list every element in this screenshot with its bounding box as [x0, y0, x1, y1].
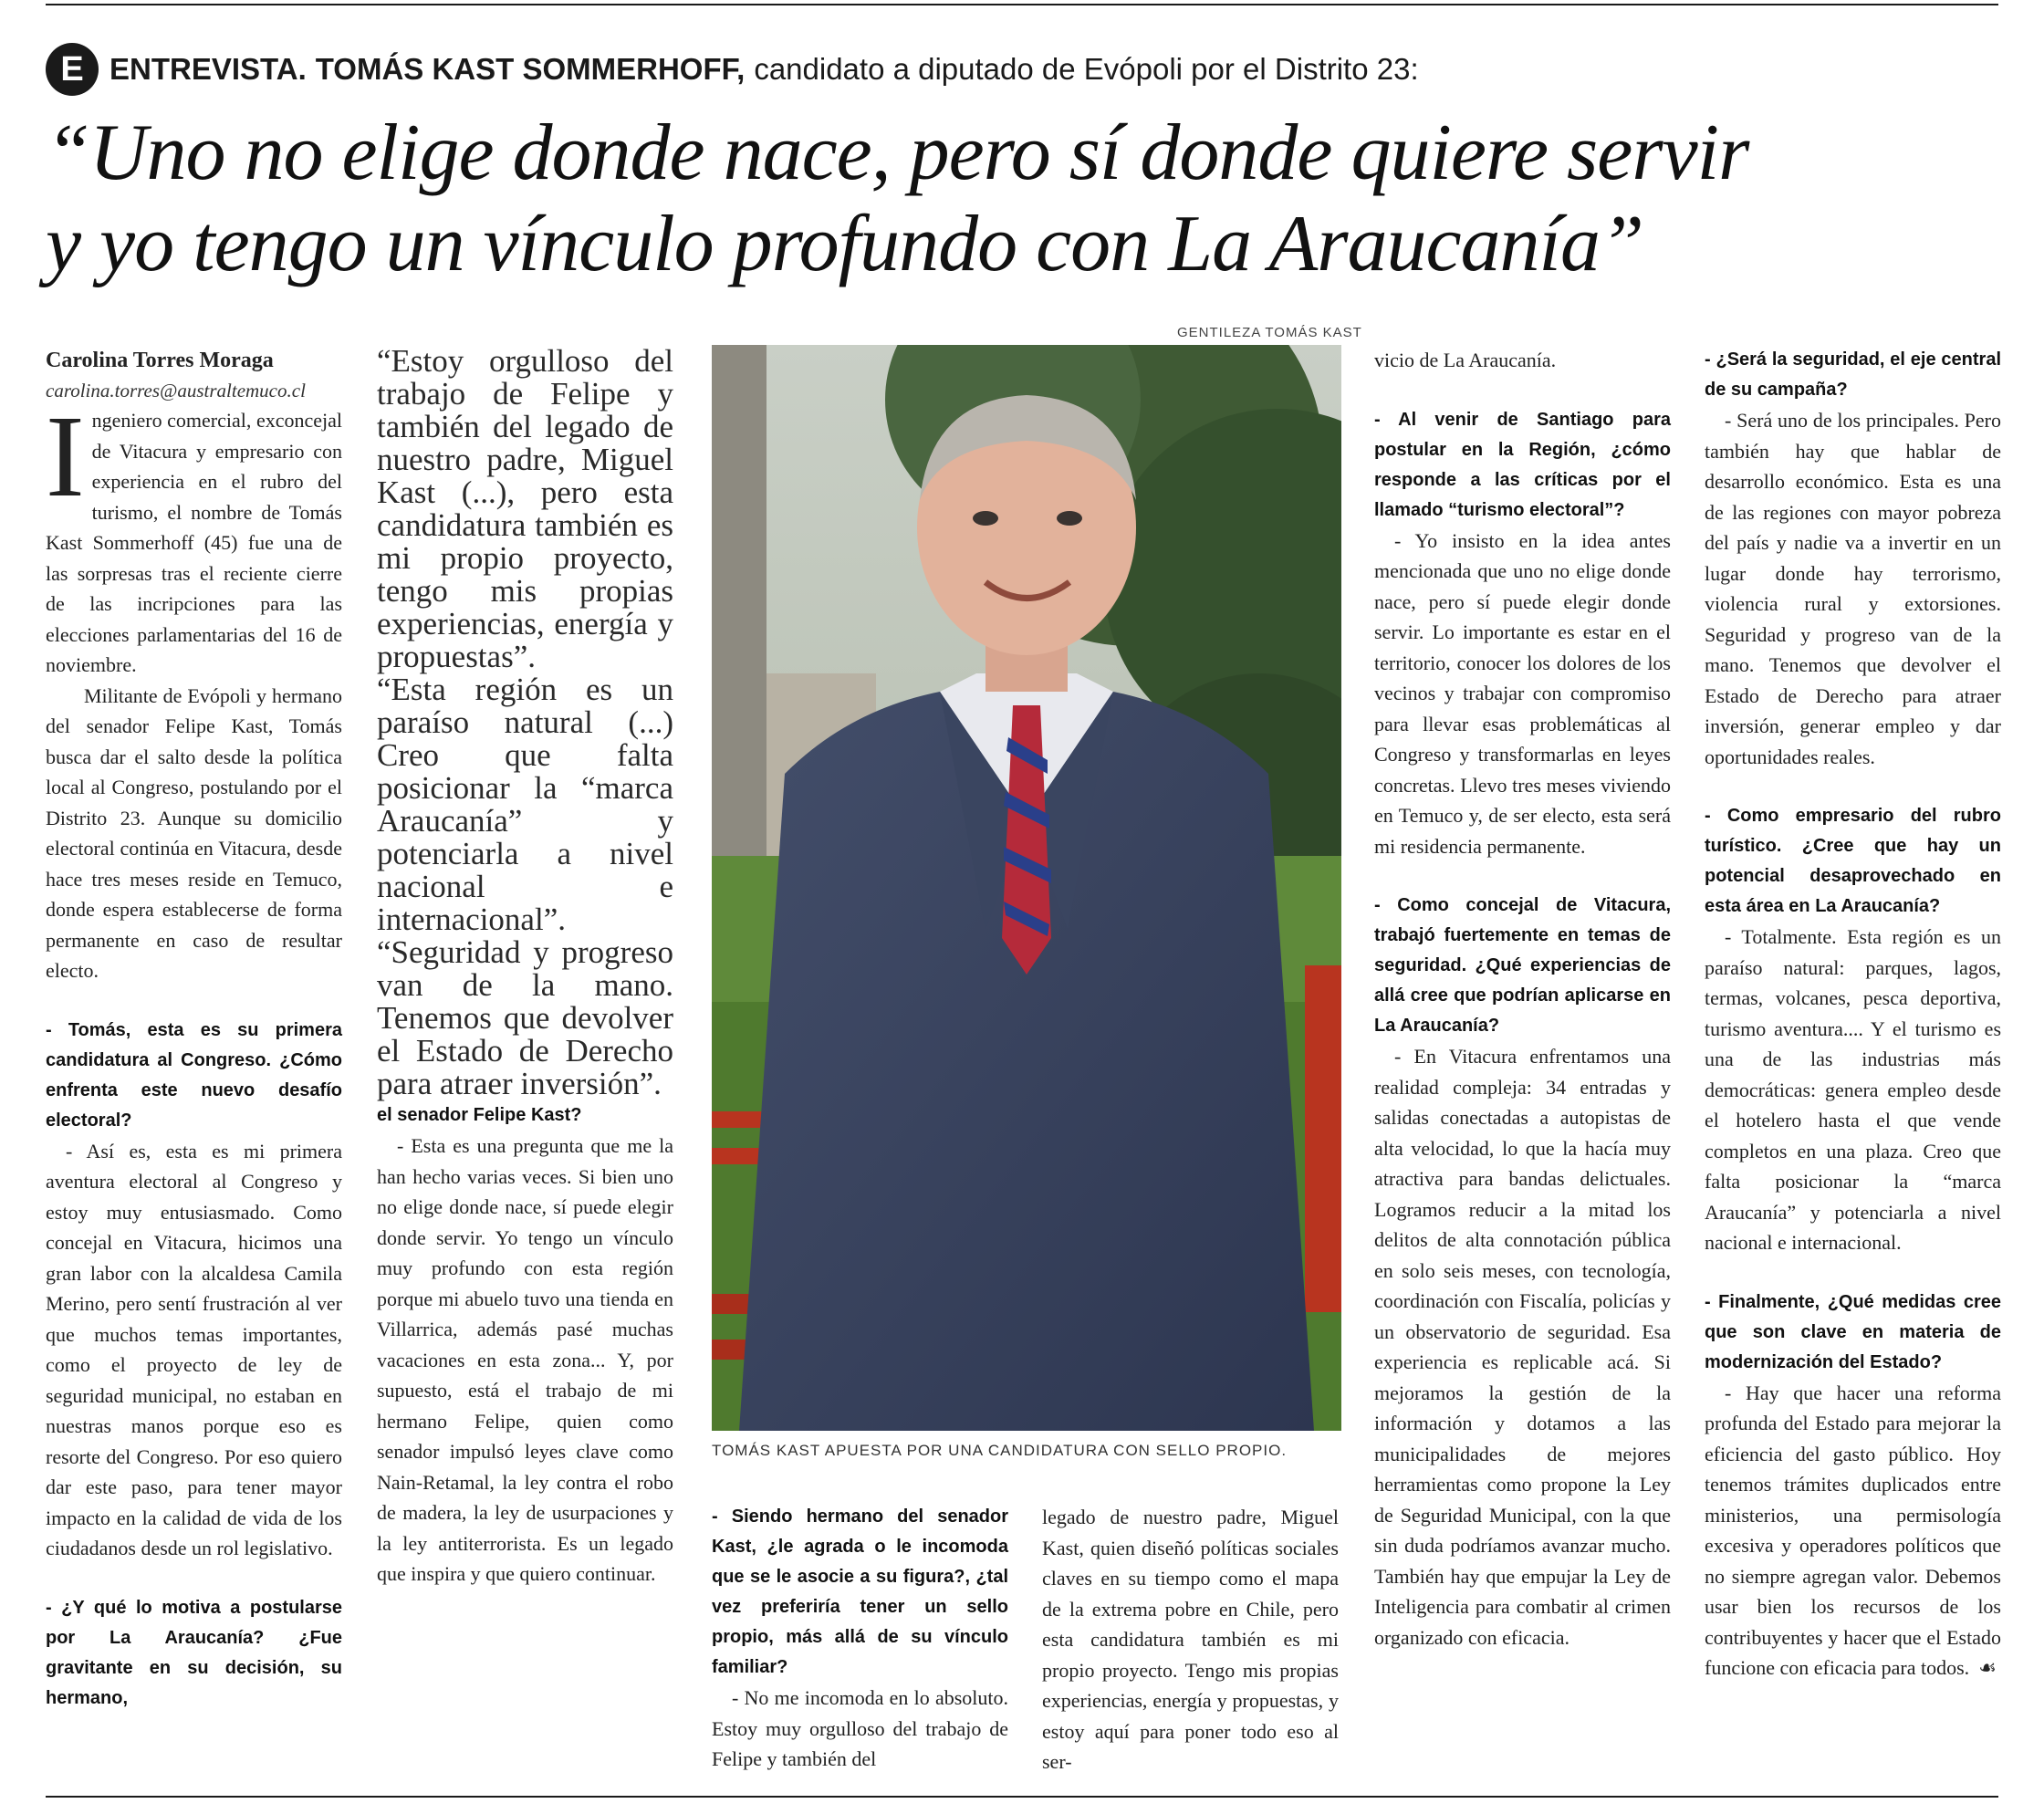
question-1: - Tomás, esta es su primera candidatura al Congreso. ¿Cómo enfrenta este nuevo desafío electoral?: [46, 1019, 342, 1131]
answer-2: - Esta es una pregunta que me la han hecho varias veces. Si bien uno no elige donde nace, sí puede elegir donde servir. Yo tengo un vínculo muy profundo con esta región porque mi abuelo tuvo una tienda en Villarrica, además pasé muchas vacaciones en esta zona... Y, por supuesto, está el trabajo de mi hermano Felipe, quien como senador impulsó leyes clave como Nain-Retamal, la ley contra el robo de madera, la ley de usurpaciones y la ley antiterrorista. Es un legado que inspira y que quiero continuar.: [377, 1134, 673, 1585]
answer-6: - Será uno de los principales. Pero también hay que hablar de desarrollo económico. Esta es una de las regiones con mayor pobreza del país y nadie va a invertir en un lugar donde hay terrorismo, violencia rural y extorsiones. Seguridad y progreso van de la mano. Tenemos que devolver el Estado de Derecho para atraer inversión, generar empleo y dar oportunidades reales.: [1705, 409, 2001, 768]
article-column-1: [46, 345, 342, 1714]
question-6: - ¿Será la seguridad, el eje central de su campaña?: [1705, 349, 2001, 400]
author-email: carolina.torres@australtemuco.cl: [46, 380, 306, 401]
headline-line-2: y yo tengo un vínculo profundo con La Araucanía”: [46, 200, 1643, 288]
article-column-6: [1705, 345, 2001, 1684]
kicker-section: ENTREVISTA.: [110, 52, 307, 86]
section-badge-icon: E: [46, 43, 99, 96]
kicker-name: TOMÁS KAST SOMMERHOFF,: [315, 52, 746, 86]
answer-4: - Yo insisto en la idea antes mencionada que uno no elige donde nace, pero sí puede elegir donde servir. Lo importante es estar en el territorio, conocer los dolores de los vecinos y trabajar con compromiso para llevar esas problemáticas al Congreso y transformarlas en leyes concretas. Llevo tres meses viviendo en Temuco y, de ser electo, esta será mi residencia permanente.: [1374, 528, 1671, 858]
answer-8: - Hay que hacer una reforma profunda del Estado para mejorar la eficiencia del gasto público. Hoy tenemos trámites duplicados entre ministerios, una permisología excesiva y operadores políticos que no siempre agregan valor. Debemos usar bien los recursos de los contribuyentes y hacer que el Estado funcione con eficacia para todos. ☙: [1705, 1381, 2001, 1680]
answer-3-end: vicio de La Araucanía.: [1374, 349, 1557, 371]
answer-1: - Así es, esta es mi primera aventura electoral al Congreso y estoy muy entusiasmado. Como concejal en Vitacura, hicimos una gran labor con la alcaldesa Camila Merino, pero sentí frustración al ver que muchos temas importantes, como el proyecto de ley de seguridad municipal, no estaban en nuestras manos porque eso es resorte del Congreso. Por eso quiero dar este paso, para tener mayor impacto en la calidad de vida de los ciudadanos desde un rol legislativo.: [46, 1139, 342, 1559]
question-2-continued: el senador Felipe Kast?: [377, 1105, 582, 1125]
article-column-5: [1374, 345, 1671, 1652]
pull-quote-2: “Esta región es un paraíso natural (...) Creo que falta posicionar la “marca Araucanía” y potenciarla a nivel nacional e internacional”.: [377, 672, 673, 937]
author-name: Carolina Torres Moraga: [46, 349, 274, 372]
article-column-2: [377, 345, 673, 1590]
bottom-rule: [46, 1796, 1998, 1798]
question-7: - Como empresario del rubro turístico. ¿Cree que hay un potencial desaprovechado en esta área en La Araucanía?: [1705, 806, 2001, 916]
question-5: - Como concejal de Vitacura, trabajó fuertemente en temas de seguridad. ¿Qué experiencias de allá cree que podrían aplicarse en La Araucanía?: [1374, 895, 1671, 1036]
headline-line-1: “Uno no elige donde nace, pero sí donde quiere servir: [46, 109, 1749, 197]
article-column-4: [1042, 1502, 1339, 1778]
answer-3-continued: legado de nuestro padre, Miguel Kast, quien diseñó políticas sociales claves en su tiempo como el mapa de la extrema pobre en Chile, pero esta candidatura también es mi propio proyecto. Tengo mis propias experiencias, energía y propuestas, y estoy aquí para poner todo eso al ser-: [1042, 1506, 1339, 1773]
candidate-photo: [712, 345, 1341, 1431]
question-4: - Al venir de Santiago para postular en la Región, ¿cómo responde a las críticas por el llamado “turismo electoral”?: [1374, 409, 1671, 520]
top-rule: [46, 4, 1998, 5]
candidate-portrait-illustration: [712, 345, 1341, 1431]
article-column-3: [712, 1502, 1008, 1775]
drop-cap: I: [46, 391, 85, 521]
end-mark-icon: ☙: [1978, 1657, 1997, 1680]
question-2: - ¿Y qué lo motiva a postularse por La Araucanía? ¿Fue gravitante en su decisión, su hermano,: [46, 1597, 342, 1708]
answer-5: - En Vitacura enfrentamos una realidad compleja: 34 entradas y salidas conectadas a autopistas de alta velocidad, lo que la hacía muy atractiva para bandas delictuales. Logramos reducir a la mitad los delitos de alta connotación pública en solo seis meses, con tecnología, coordinación con Fiscalía, policías y un observatorio de seguridad. Esa experiencia es replicable acá. Si mejoramos la gestión de la información y dotamos a las municipalidades de mejores herramientas como propone la Ley de Seguridad Municipal, con la que sin duda podríamos avanzar mucho. También hay que empujar la Ley de Inteligencia para combatir al crimen organizado con eficacia.: [1374, 1045, 1671, 1649]
kicker-description: candidato a diputado de Evópoli por el Distrito 23:: [754, 52, 1419, 86]
answer-3: - No me incomoda en lo absoluto. Estoy muy orgulloso del trabajo de Felipe y también del: [712, 1686, 1008, 1770]
pull-quote-1: “Estoy orgulloso del trabajo de Felipe y también del legado de nuestro padre, Miguel Kast (...), pero esta candidatura también es mi propio proyecto, tengo mis propias experiencias, energía y propuestas”.: [377, 343, 673, 674]
kicker: [46, 44, 1419, 95]
intro-paragraph-2: Militante de Evópoli y hermano del senador Felipe Kast, Tomás busca dar el salto desde la política local al Congreso, postulando por el Distrito 23. Aunque su domicilio electoral continúa en Vitacura, desde hace tres meses reside en Temuco, donde espera establecerse de forma permanente en caso de resultar electo.: [46, 683, 342, 982]
headline: [46, 108, 2008, 290]
answer-7: - Totalmente. Esta región es un paraíso natural: parques, lagos, termas, volcanes, pesca deportiva, turismo aventura.... Y el turismo es una de las industrias más democráticas: genera empleo desde el hotelero hasta el que vende completos en una plaza. Creo que falta posicionar la “marca Araucanía” y potenciarla a nivel nacional e internacional.: [1705, 925, 2001, 1254]
photo-caption: TOMÁS KAST APUESTA POR UNA CANDIDATURA CON SELLO PROPIO.: [712, 1442, 1288, 1459]
pull-quote-3: “Seguridad y progreso van de la mano. Tenemos que devolver el Estado de Derecho para atraer inversión”.: [377, 934, 673, 1101]
photo-credit: GENTILEZA TOMÁS KAST: [1177, 325, 1362, 340]
question-3: - Siendo hermano del senador Kast, ¿le agrada o le incomoda que se le asocie a su figura?, ¿tal vez preferiría tener un sello propio, más allá de su vínculo familiar?: [712, 1506, 1008, 1677]
question-8: - Finalmente, ¿Qué medidas cree que son clave en materia de modernización del Estado?: [1705, 1291, 2001, 1372]
intro-paragraph-1: Ingeniero comercial, exconcejal de Vitacura y empresario con experiencia en el rubro del turismo, el nombre de Tomás Kast Sommerhoff (45) fue una de las sorpresas tras el reciente cierre de las incripciones para las elecciones parlamentarias del 16 de noviembre.: [46, 391, 342, 676]
